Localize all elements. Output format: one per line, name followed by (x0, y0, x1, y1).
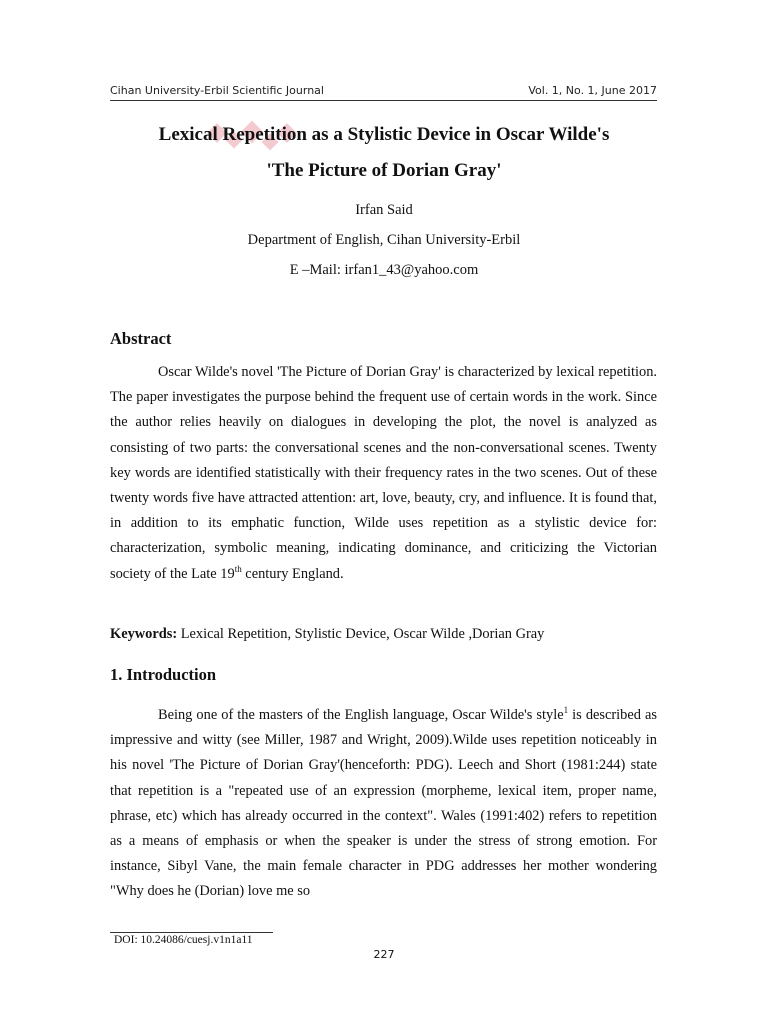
paper-title-line-1: Lexical Repetition as a Stylistic Device in Oscar Wilde's (158, 124, 610, 145)
keywords-line (110, 626, 657, 643)
doi-footnote: DOI: 10.24086/cuesj.v1n1a11 (114, 934, 253, 946)
keywords-label: Keywords: (110, 626, 178, 642)
author-name: Irfan Said (355, 202, 413, 218)
keywords-list: Lexical Repetition, Stylistic Device, Oscar Wilde ,Dorian Gray (177, 626, 545, 642)
superscript: th (234, 563, 242, 574)
introduction-text-end: is described as impressive and witty (see Miller, 1987 and Wright, 2009).Wilde uses repetition noticeably in his novel 'The Picture of Dorian Gray'(henceforth: PDG). Leech and Short (1981:244) state that repetition is a "repeated use of an expression (morpheme, lexical item, proper name, phrase, etc) which has already occurred in the context". Wales (1991:402) refers to repetition as a means of emphasis or when the speaker is under the stress of strong emotion. For instance, Sibyl Vane, the main female character in PDG addresses her mother wondering "Why does he (Dorian) love me so (110, 707, 657, 900)
author-affiliation: Department of English, Cihan University-Erbil (247, 232, 521, 248)
abstract-text-end: century England. (241, 565, 344, 582)
issue-info: Vol. 1, No. 1, June 2017 (528, 84, 657, 97)
abstract-text: Oscar Wilde's novel 'The Picture of Dorian Gray' is characterized by lexical repetition. The paper investigates the purpose behind the frequent use of certain words in the work. Since the author relies heavily on dialogues in developing the plot, the novel is analyzed as consisting of two parts: the conversational scenes and the non-conversational scenes. Twenty key words are identified statistically with their frequency rates in the two scenes. Out of these twenty words five have attracted attention: art, love, beauty, cry, and influence. It is found that, in addition to its emphatic function, Wilde uses repetition as a stylistic device for: characterization, symbolic meaning, indicating dominance, and criticizing the Victorian society of the Late 19 (110, 364, 657, 582)
introduction-text: Being one of the masters of the English language, Oscar Wilde's style (158, 707, 564, 723)
footnote-marker: 1 (563, 705, 569, 716)
abstract-body (110, 360, 657, 587)
footnote-rule (110, 932, 273, 933)
running-header (110, 84, 657, 101)
paper-title-line-2: 'The Picture of Dorian Gray' (266, 160, 502, 181)
introduction-body (110, 703, 657, 905)
page-number: 227 (373, 948, 395, 961)
abstract-heading: Abstract (110, 329, 172, 348)
author-email: E –Mail: irfan1_43@yahoo.com (289, 262, 479, 278)
introduction-heading: 1. Introduction (110, 665, 217, 684)
journal-name: Cihan University-Erbil Scientific Journal (110, 84, 324, 97)
